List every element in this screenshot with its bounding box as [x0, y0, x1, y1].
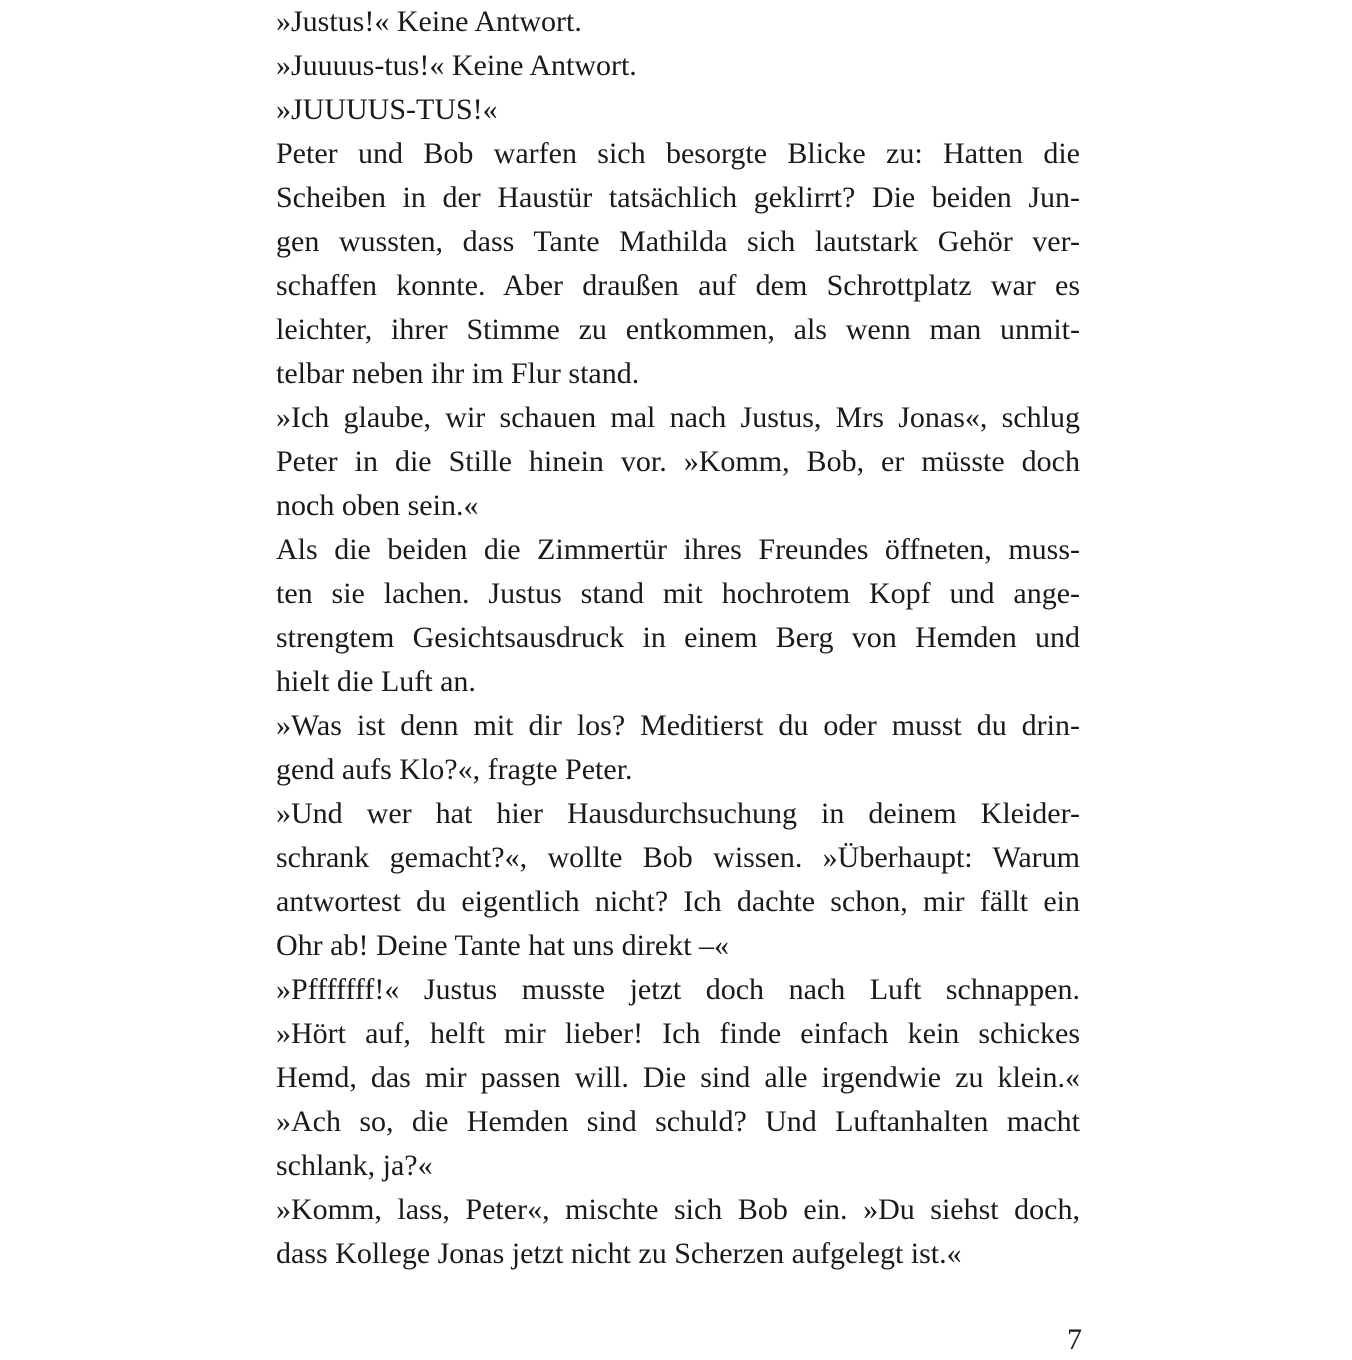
page-number: 7 — [1067, 1323, 1082, 1356]
text-line: hielt die Luft an. — [276, 665, 476, 698]
text-line: strengtem Gesichtsausdruck in einem Berg von Hemden und — [276, 621, 1080, 654]
text-line: »Und wer hat hier Hausdurchsuchung in deinem Kleider- — [276, 797, 1080, 830]
text-line: »Justus!« Keine Antwort. — [276, 5, 582, 38]
text-line: leichter, ihrer Stimme zu entkommen, als wenn man unmit- — [276, 313, 1080, 346]
text-line: »Pfffffff!« Justus musste jetzt doch nach Luft schnappen. — [276, 973, 1080, 1006]
text-line: schrank gemacht?«, wollte Bob wissen. »Überhaupt: Warum — [276, 841, 1080, 874]
body-text — [276, 0, 1080, 1276]
text-line: Peter in die Stille hinein vor. »Komm, Bob, er müsste doch — [276, 445, 1080, 478]
text-line: »Juuuus-tus!« Keine Antwort. — [276, 49, 637, 82]
text-line: Hemd, das mir passen will. Die sind alle irgendwie zu klein.« — [276, 1061, 1080, 1094]
text-line: »Komm, lass, Peter«, mischte sich Bob ein. »Du siehst doch, — [276, 1193, 1080, 1226]
text-line: gend aufs Klo?«, fragte Peter. — [276, 753, 633, 786]
text-line: »Ich glaube, wir schauen mal nach Justus, Mrs Jonas«, schlug — [276, 401, 1080, 434]
text-line: Als die beiden die Zimmertür ihres Freundes öffneten, muss- — [276, 533, 1080, 566]
text-line: telbar neben ihr im Flur stand. — [276, 357, 640, 390]
text-line: antwortest du eigentlich nicht? Ich dachte schon, mir fällt ein — [276, 885, 1080, 918]
text-line: »Was ist denn mit dir los? Meditierst du oder musst du drin- — [276, 709, 1080, 742]
text-line: ten sie lachen. Justus stand mit hochrotem Kopf und ange- — [276, 577, 1080, 610]
text-line: Scheiben in der Haustür tatsächlich geklirrt? Die beiden Jun- — [276, 181, 1080, 214]
text-line: »JUUUUS-TUS!« — [276, 93, 498, 126]
text-line: schlank, ja?« — [276, 1149, 433, 1182]
text-line: »Hört auf, helft mir lieber! Ich finde einfach kein schickes — [276, 1017, 1080, 1050]
text-line: Peter und Bob warfen sich besorgte Blicke zu: Hatten die — [276, 137, 1080, 170]
text-line: gen wussten, dass Tante Mathilda sich lautstark Gehör ver- — [276, 225, 1080, 258]
text-line: dass Kollege Jonas jetzt nicht zu Scherzen aufgelegt ist.« — [276, 1237, 962, 1270]
text-line: »Ach so, die Hemden sind schuld? Und Luftanhalten macht — [276, 1105, 1080, 1138]
text-line: schaffen konnte. Aber draußen auf dem Schrottplatz war es — [276, 269, 1080, 302]
text-line: noch oben sein.« — [276, 489, 479, 522]
text-line: Ohr ab! Deine Tante hat uns direkt –« — [276, 929, 730, 962]
